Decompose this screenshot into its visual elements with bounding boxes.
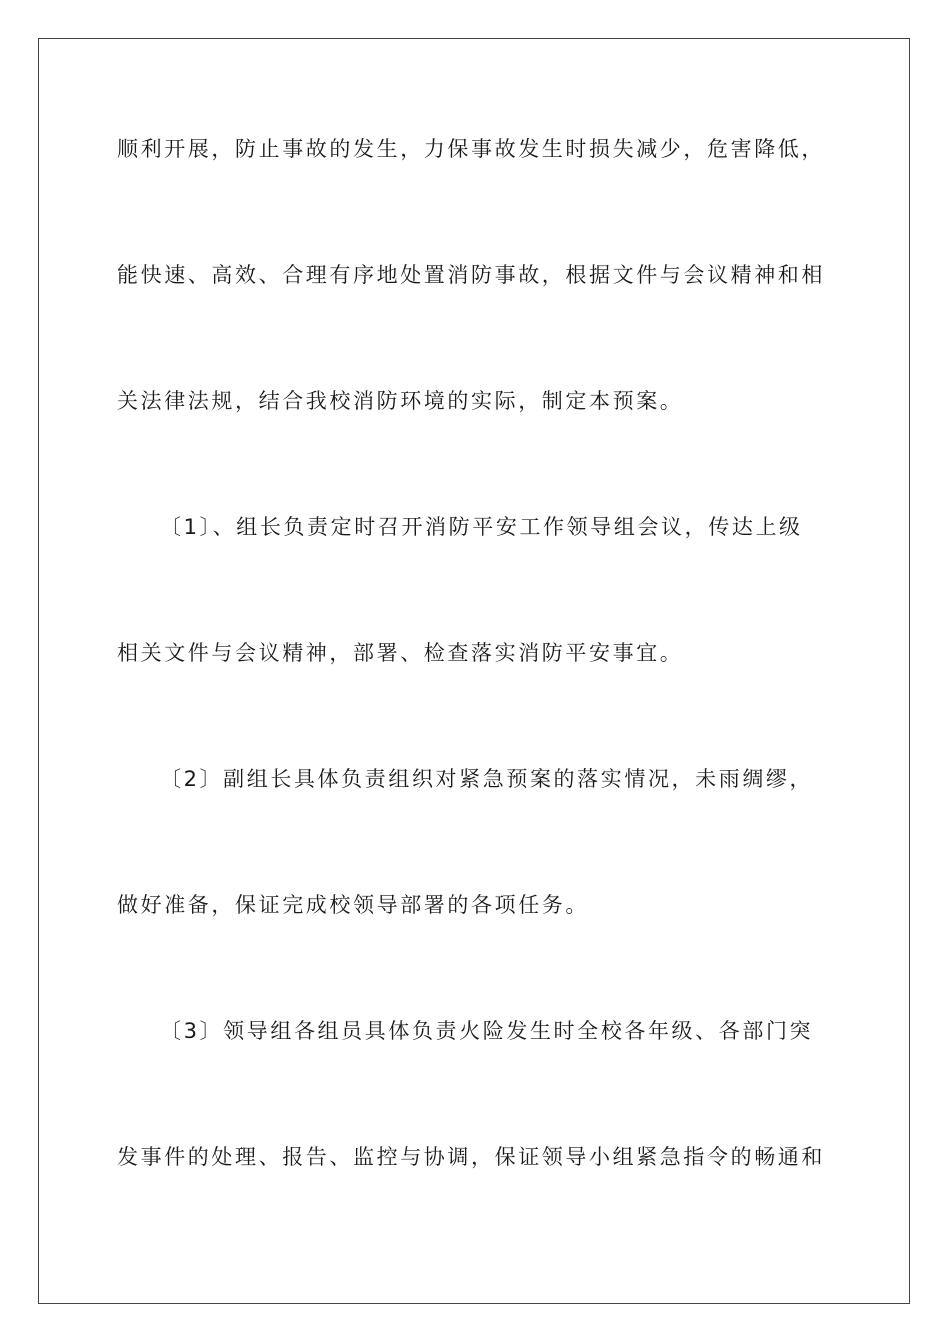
paragraph-line: 顺利开展，防止事故的发生，力保事故发生时损失减少，危害降低， [117, 137, 825, 161]
paragraph-line: 关法律法规，结合我校消防环境的实际，制定本预案。 [117, 389, 684, 413]
paragraph-line: 能快速、高效、合理有序地处置消防事故，根据文件与会议精神和相 [117, 263, 825, 287]
paragraph-line: 发事件的处理、报告、监控与协调，保证领导小组紧急指令的畅通和 [117, 1145, 825, 1169]
paragraph-line: 做好准备，保证完成校领导部署的各项任务。 [117, 893, 589, 917]
paragraph-line: 相关文件与会议精神，部署、检查落实消防平安事宜。 [117, 641, 684, 665]
paragraph-line: 〔3〕领导组各组员具体负责火险发生时全校各年级、各部门突 [160, 1019, 814, 1043]
paragraph-line: 〔2〕副组长具体负责组织对紧急预案的落实情况，未雨绸缪， [160, 767, 814, 791]
paragraph-line: 〔1〕、组长负责定时召开消防平安工作领导组会议，传达上级 [160, 515, 803, 539]
